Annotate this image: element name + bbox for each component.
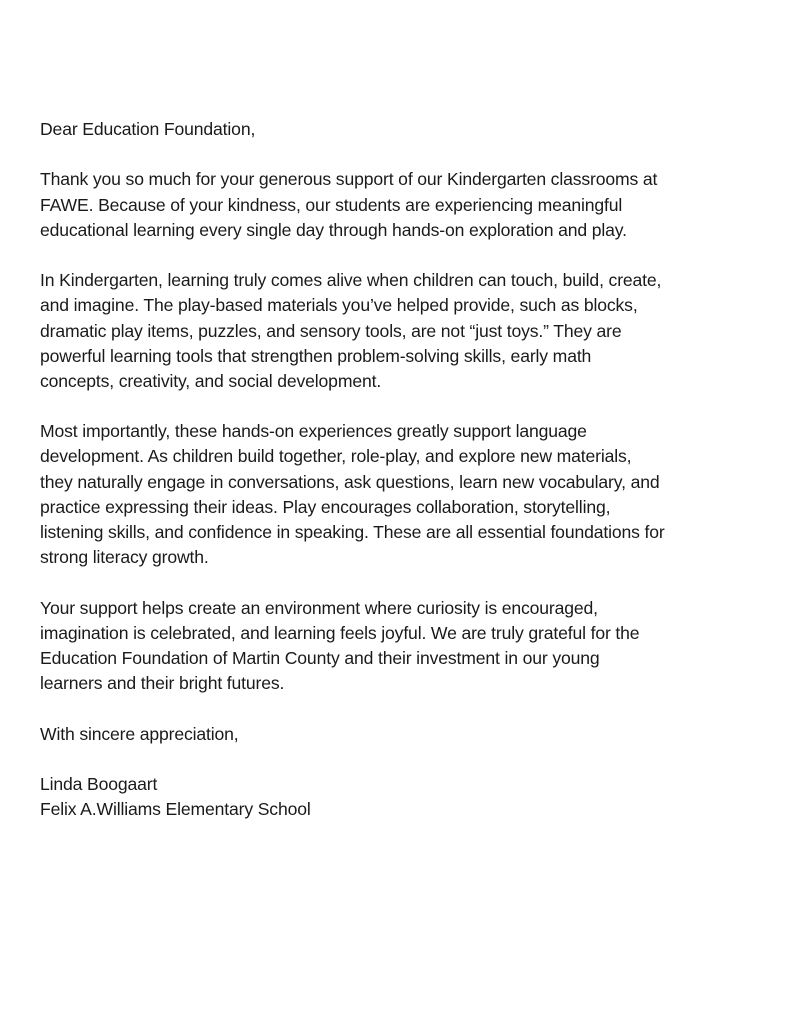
paragraph-line: learners and their bright futures. bbox=[40, 673, 285, 694]
paragraph-line: Most importantly, these hands-on experiences greatly support language bbox=[40, 421, 587, 442]
paragraph-spacer bbox=[40, 747, 770, 772]
paragraph-line: concepts, creativity, and social development. bbox=[40, 370, 382, 391]
paragraph-play-based-learning bbox=[40, 268, 770, 394]
signature-block bbox=[40, 772, 770, 822]
salutation: Dear Education Foundation, bbox=[40, 119, 256, 139]
paragraph-line: and imagine. The play-based materials you’ve helped provide, such as blocks, bbox=[40, 295, 638, 316]
paragraph-spacer bbox=[40, 394, 770, 419]
signature-name: Linda Boogaart bbox=[40, 773, 158, 794]
paragraph-line: Your support helps create an environment where curiosity is encouraged, bbox=[40, 597, 598, 618]
paragraph-gratitude bbox=[40, 167, 770, 243]
paragraph-line: powerful learning tools that strengthen problem-solving skills, early math bbox=[40, 345, 592, 366]
letter bbox=[40, 117, 770, 822]
paragraph-line: Thank you so much for your generous support of our Kindergarten classrooms at bbox=[40, 169, 658, 190]
paragraph-line: they naturally engage in conversations, ask questions, learn new vocabulary, and bbox=[40, 471, 660, 492]
paragraph-environment bbox=[40, 596, 770, 697]
paragraph-line: In Kindergarten, learning truly comes alive when children can touch, build, create, bbox=[40, 270, 662, 291]
closing: With sincere appreciation, bbox=[40, 723, 239, 744]
paragraph-line: imagination is celebrated, and learning feels joyful. We are truly grateful for the bbox=[40, 622, 640, 643]
paragraph-language-development bbox=[40, 419, 770, 570]
paragraph-line: listening skills, and confidence in speaking. These are all essential foundations for bbox=[40, 522, 665, 542]
paragraph-spacer bbox=[40, 243, 770, 268]
paragraph-line: dramatic play items, puzzles, and sensory tools, are not “just toys.” They are bbox=[40, 320, 622, 341]
paragraph-line: development. As children build together, role-play, and explore new materials, bbox=[40, 446, 632, 467]
signature-school: Felix A.Williams Elementary School bbox=[40, 799, 311, 820]
paragraph-line: strong literacy growth. bbox=[40, 547, 209, 568]
paragraph-line: FAWE. Because of your kindness, our students are experiencing meaningful bbox=[40, 194, 623, 215]
paragraph-line: educational learning every single day through hands-on exploration and play. bbox=[40, 219, 627, 240]
paragraph-line: practice expressing their ideas. Play encourages collaboration, storytelling, bbox=[40, 496, 611, 517]
paragraph-spacer bbox=[40, 570, 770, 595]
paragraph-spacer bbox=[40, 142, 770, 167]
paragraph-spacer bbox=[40, 696, 770, 721]
paragraph-line: Education Foundation of Martin County and their investment in our young bbox=[40, 647, 600, 668]
